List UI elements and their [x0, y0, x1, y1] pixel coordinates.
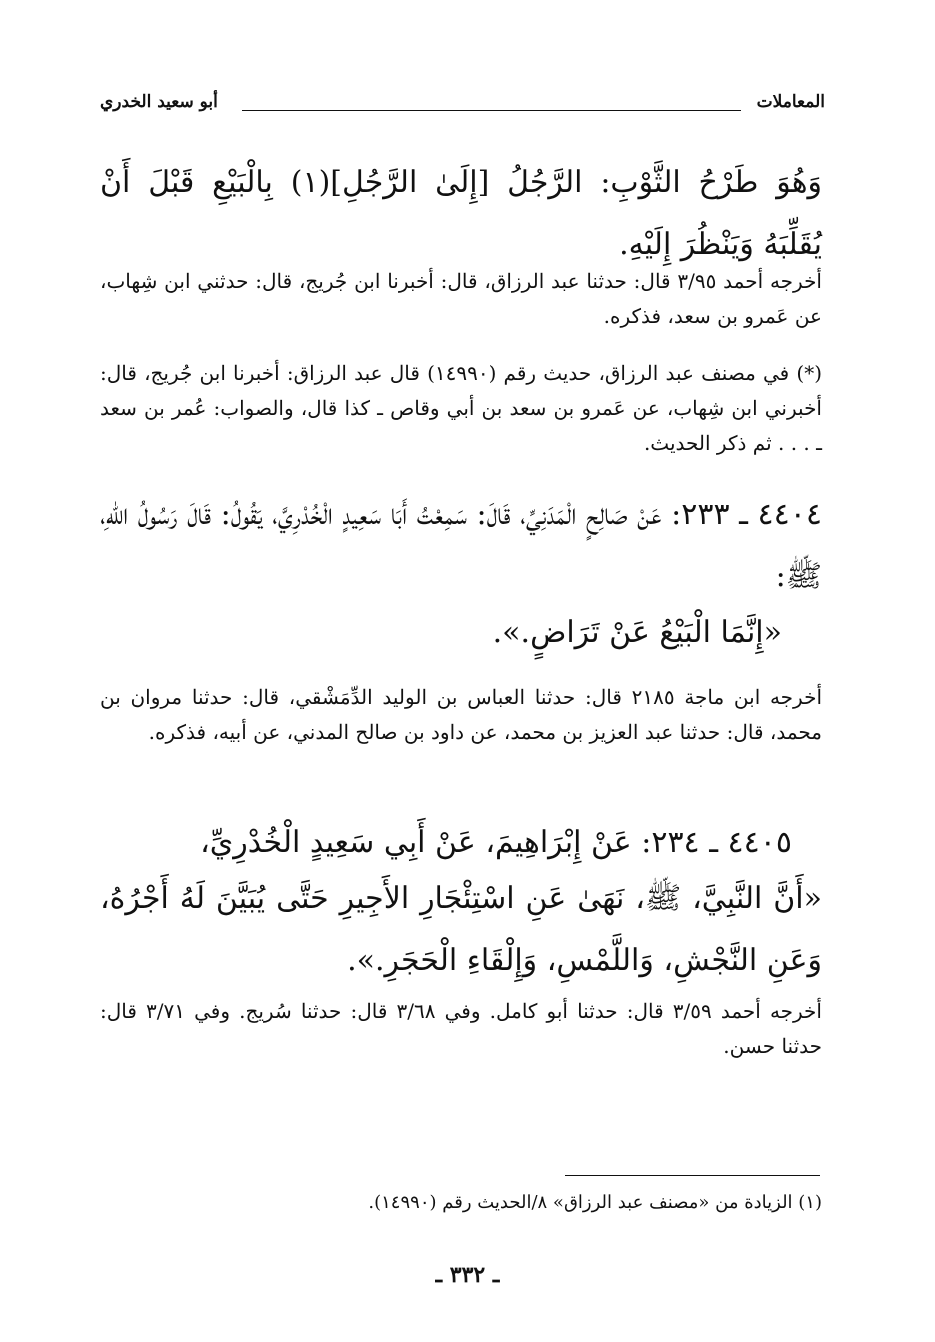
footnote-separator: [565, 1175, 820, 1176]
header-narrator-title: أبو سعيد الخدري: [100, 92, 218, 112]
takhrij-paragraph: أخرجه أحمد ٣/٩٥ قال: حدثنا عبد الرزاق، قال: أخبرنا ابن جُريج، قال: حدثني ابن شِهاب، عن عَمرو بن سعد، فذكره.: [100, 269, 822, 328]
page-number: ـ ٣٣٢ ـ: [435, 1262, 500, 1288]
hadith-4404-header: ٤٤٠٤ ـ ٢٣٣: عَنْ صَالِحٍ الْمَدَنِيِّ، قَالَ: سَمِعْتُ أَبَا سَعِيدٍ الْخُدْرِيَّ، يَقُولُ: قَالَ رَسُولُ اللّهِ، ﷺ:: [100, 497, 822, 594]
hadith-4405-header: ٤٤٠٥ ـ ٢٣٤: عَنْ إِبْرَاهِيمَ، عَنْ أَبِي سَعِيدٍ الْخُدْرِيِّ،: [200, 825, 792, 860]
hadith-text-continued: وَهُوَ طَرْحُ الثَّوْبِ: الرَّجُلُ [إِلَىٰ الرَّجُلِ](١) بِالْبَيْعِ قَبْلَ أَنْ يُقَلِّبَهُ وَيَنْظُرَ إِلَيْهِ.: [100, 165, 822, 262]
header-rule: [242, 110, 741, 111]
editor-note-paragraph: (*) في مصنف عبد الرزاق، حديث رقم (١٤٩٩٠) قال عبد الرزاق: أخبرنا ابن جُريج، قال: أخبرني ابن شِهاب، عن عَمرو بن سعد بن أبي وقاص ـ كذا قال، والصواب: عُمر بن سعد ـ . . . ثم ذكر الحديث.: [100, 361, 822, 455]
takhrij-paragraph: أخرجه ابن ماجة ٢١٨٥ قال: حدثنا العباس بن الوليد الدِّمَشْقي، قال: حدثنا مروان بن محمد، قال: حدثنا عبد العزيز بن محمد، عن داود بن صالح المدني، عن أبيه، فذكره.: [100, 685, 823, 744]
running-header: [100, 92, 825, 126]
header-chapter-title: المعاملات: [756, 92, 825, 112]
footnote: (١) الزيادة من «مصنف عبد الرزاق» ٨/الحديث رقم (١٤٩٩٠).: [368, 1192, 822, 1213]
hadith-4405-matn: «أَنَّ النَّبِيَّ، ﷺ، نَهَىٰ عَنِ اسْتِئْجَارِ الأَجِيرِ حَتَّى يُبَيَّنَ لَهُ أَجْرُهُ، وَعَنِ النَّجْشِ، وَاللَّمْسِ، وَإِلْقَاءِ الْحَجَرِ.».: [100, 881, 822, 978]
hadith-4404-matn: «إِنَّمَا الْبَيْعُ عَنْ تَرَاضٍ.».: [492, 615, 782, 650]
takhrij-paragraph: أخرجه أحمد ٣/٥٩ قال: حدثنا أبو كامل. وفي ٣/٦٨ قال: حدثنا سُريج. وفي ٣/٧١ قال: حدثنا حسن.: [100, 999, 822, 1058]
